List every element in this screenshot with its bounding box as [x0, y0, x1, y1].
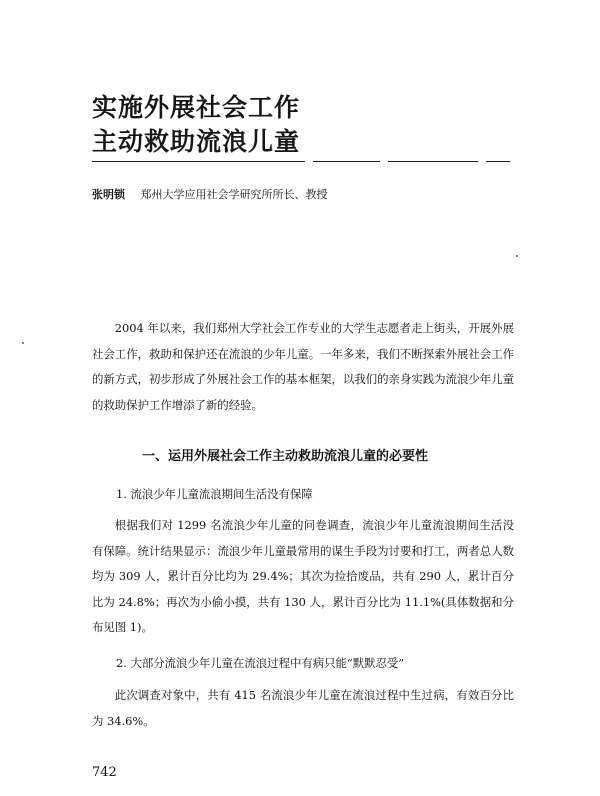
author-affiliation: 郑州大学应用社会学研究所所长、教授	[140, 188, 328, 201]
scan-speck	[22, 342, 24, 344]
rule-gap	[380, 158, 388, 164]
subsection-paragraph-1: 根据我们对 1299 名流浪少年儿童的问卷调查，流浪少年儿童流浪期间生活没有保障。统计结果显示：流浪少年儿童最常用的谋生手段为讨要和打工，两者总人数均为 309 人，累计百分比均为 29.4%；其次为捡拾废品，共有 290 人，累计百分比为 24.8%；再次为小偷小摸，共有 130 人，累计百分比为 11.1%(具体数据和分布见图 1)。	[92, 518, 514, 634]
title-line-2: 主动救助流浪儿童	[92, 127, 301, 156]
intro-paragraph: 2004 年以来，我们郑州大学社会工作专业的大学生志愿者走上街头，开展外展社会工作，救助和保护还在流浪的少年儿童。一年多来，我们不断探索外展社会工作的新方式，初步形成了外展社会工作的基本框架，以我们的亲身实践为流浪少年儿童的救助保护工作增添了新的经验。	[92, 321, 514, 412]
subsection-paragraph-2: 此次调查对象中，共有 415 名流浪少年儿童在流浪过程中生过病，有效百分比为 34.6%。	[92, 688, 514, 728]
page-number: 742	[92, 765, 117, 780]
author-line	[92, 186, 328, 202]
subsection-heading-1: 1. 流浪少年儿童流浪期间生活没有保障	[116, 487, 313, 501]
subsection-heading-2: 2. 大部分流浪少年儿童在流浪过程中有病只能“默默忍受”	[116, 656, 405, 670]
section-heading: 一、运用外展社会工作主动救助流浪儿童的必要性	[142, 449, 429, 464]
rule-gap	[478, 158, 486, 164]
author-name: 张明锁	[92, 188, 125, 201]
scan-speck	[516, 255, 518, 257]
rule-gap	[305, 158, 313, 164]
title-line-1: 实施外展社会工作	[92, 93, 301, 122]
title-rule	[92, 161, 510, 162]
